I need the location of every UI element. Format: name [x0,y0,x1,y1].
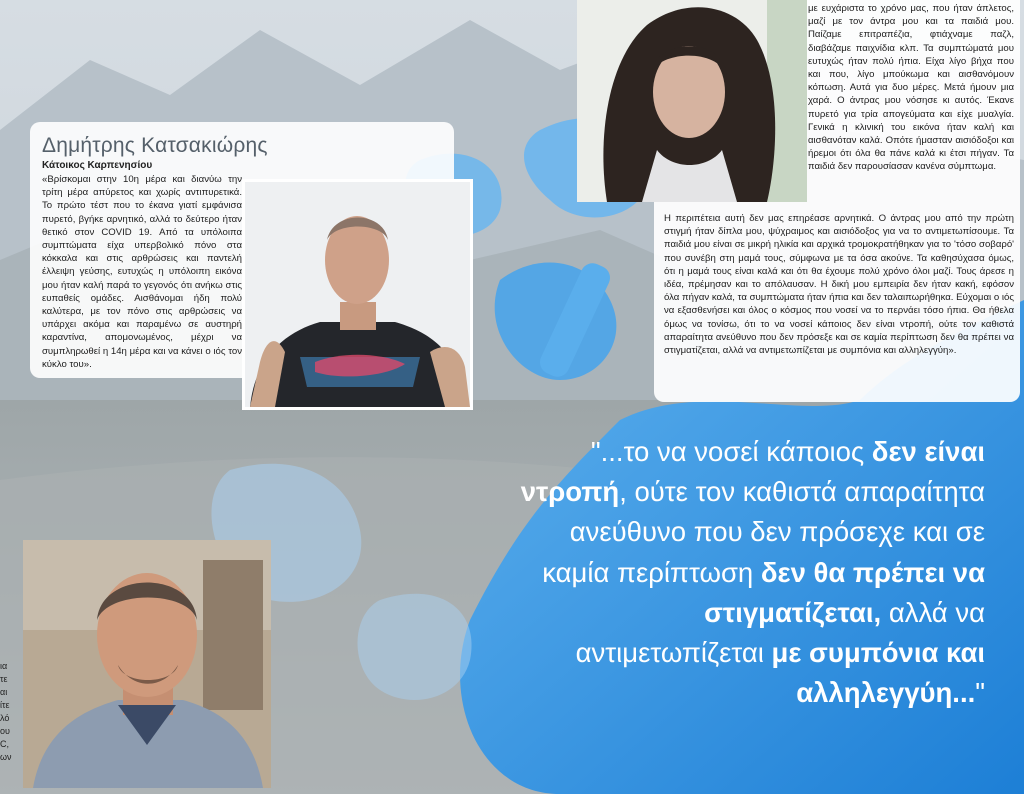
cut-line: ια [0,661,8,671]
pull-quote-part-4: " [975,677,985,709]
cut-line: ου [0,726,10,736]
cut-line: ων [0,752,12,762]
portrait-photo-man [23,540,271,788]
portrait-photo-woman [577,0,807,202]
portrait-photo-dimitris [242,179,473,410]
interview-quote: «Βρίσκομαι στην 10η μέρα και διανύω την τρίτη μέρα απύρετος και χωρίς αντιπυρετικά. Το πρώτο τέστ που το έκανα γιατί εμφάνισα πυρετό, βγήκε αρνητικό, αλλά το δεύτερο ήταν θετικό στον COVID 19. Από τα υπόλοιπα συμπτώματα είχα υπερβολικό πόνο στα κόκκαλα και στις αρθρώσεις και παντελή έλλειψη γεύσης, ευτυχώς η υπόλοιπη εικόνα μου ήταν καλή παρά το γεγονός ότι ανήκω στις ευπαθείς ομάδες. Αισθάνομαι ήδη πολύ καλύτερα, με τον πόνο στις αρθρώσεις να υπάρχει ακόμα και παραμένω σε αυστηρή καραντίνα, απομονωμένος, μέχρι να συμπληρωθεί η 14η μέρα και να κάνει ο ιός τον κύκλο του». [42,174,242,370]
pull-quote-part-2: , ούτε τον καθιστά απαραίτητα ανεύθυνο που δεν πρόσεχε και σε καμία περίπτωση [542,476,985,588]
pull-quote-part-1: "...το να νοσεί κάποιος [590,436,872,467]
pull-quote-bold-3: με συμπόνια και αλληλεγγύη... [771,637,985,709]
interview-column-text: με ευχάριστα το χρόνο μας, που ήταν άπλετος, μαζί με τον άντρα μου και τα παιδιά μου. Παίζαμε επιτραπέζια, φτιάχναμε παζλ, διαβάζαμε παιχνίδια κλπ. Τα συμπτώματά μου ευτυχώς ήταν πολύ ήπια. Είχα λίγο βήχα που και που, λίγο μπούκωμα και αισθανόμουν κόπωση. Αυτά για δυο μέρες. Μετά ήμουν μια χαρά. Ο άντρας μου νόσησε κι αυτός. Έκανε πυρετό για τρία απογεύματα και είχε μυαλγία. Γενικά η κλινική του εικόνα ήταν καλή και αισθανόταν καλά. Οπότε ήμασταν αισιόδοξοι και ήρεμοι ότι όλα θα πάνε καλά κι έτσι πήγαν. Τα παιδιά δεν παρουσίασαν κανένα σύμπτωμα. [808,3,1014,173]
pull-quote-bold-1: δεν είναι ντροπή [520,436,985,508]
cut-line: τε [0,674,8,684]
pull-quote-bold-2: δεν θα πρέπει να στιγματίζεται, [704,556,985,628]
interviewee-name: Δημήτρης Κατσακιώρης [42,134,268,157]
cut-line: λό [0,713,10,723]
cut-line: ίτε [0,700,10,710]
pull-quote-part-3: αλλά να αντιμετωπίζεται [575,596,985,669]
cut-line: C, [0,739,9,749]
pull-quote [515,432,985,713]
interviewee-role: Κάτοικος Καρπενησίου [42,160,153,171]
cut-off-column [0,660,12,764]
cut-line: αι [0,687,8,697]
interview-wide-text: Η περιπέτεια αυτή δεν μας επηρέασε αρνητικά. Ο άντρας μου από την πρώτη στιγμή ήταν δίπλα μου, ψύχραιμος και αισιόδοξος για να το αντιμετωπίσουμε. Τα παιδιά μου είναι σε μικρή ηλικία και αρχικά τρομοκρατήθηκαν για το 'τόσο σοβαρό' που συνέβη στη μαμά τους, σύμφωνα με τα όσα ακούνε. Τα καθησύχασα όμως, ότι η μαμά τους είναι καλά και ότι θα έχουμε πολύ χρόνο όλοι μαζί. Τους άρεσε η ιδέα, πρέμησαν και το απόλαυσαν. Η δική μου εμπειρία δεν ήταν κακή, εφόσον όλα πήγαν καλά, τα συμπτώματα ήταν ήπια και δεν ταλαιπωρήθηκα. Εύχομαι ο ιός να εξασθενήσει και όλος ο κόσμος που νοσεί να το περνάει τόσο ήπια. Θα ήθελα όμως να τονίσω, ότι το να νοσεί κάποιος δεν είναι ντροπή, ούτε τον καθιστά απαραίτητα ανεύθυνο που δεν πρόσεξε και σε καμία περίπτωση δεν θα πρέπει να στιγματίζεται, αλλά να αντιμετωπίζεται με συμπόνια και αλληλεγγύη». [664,213,1014,357]
